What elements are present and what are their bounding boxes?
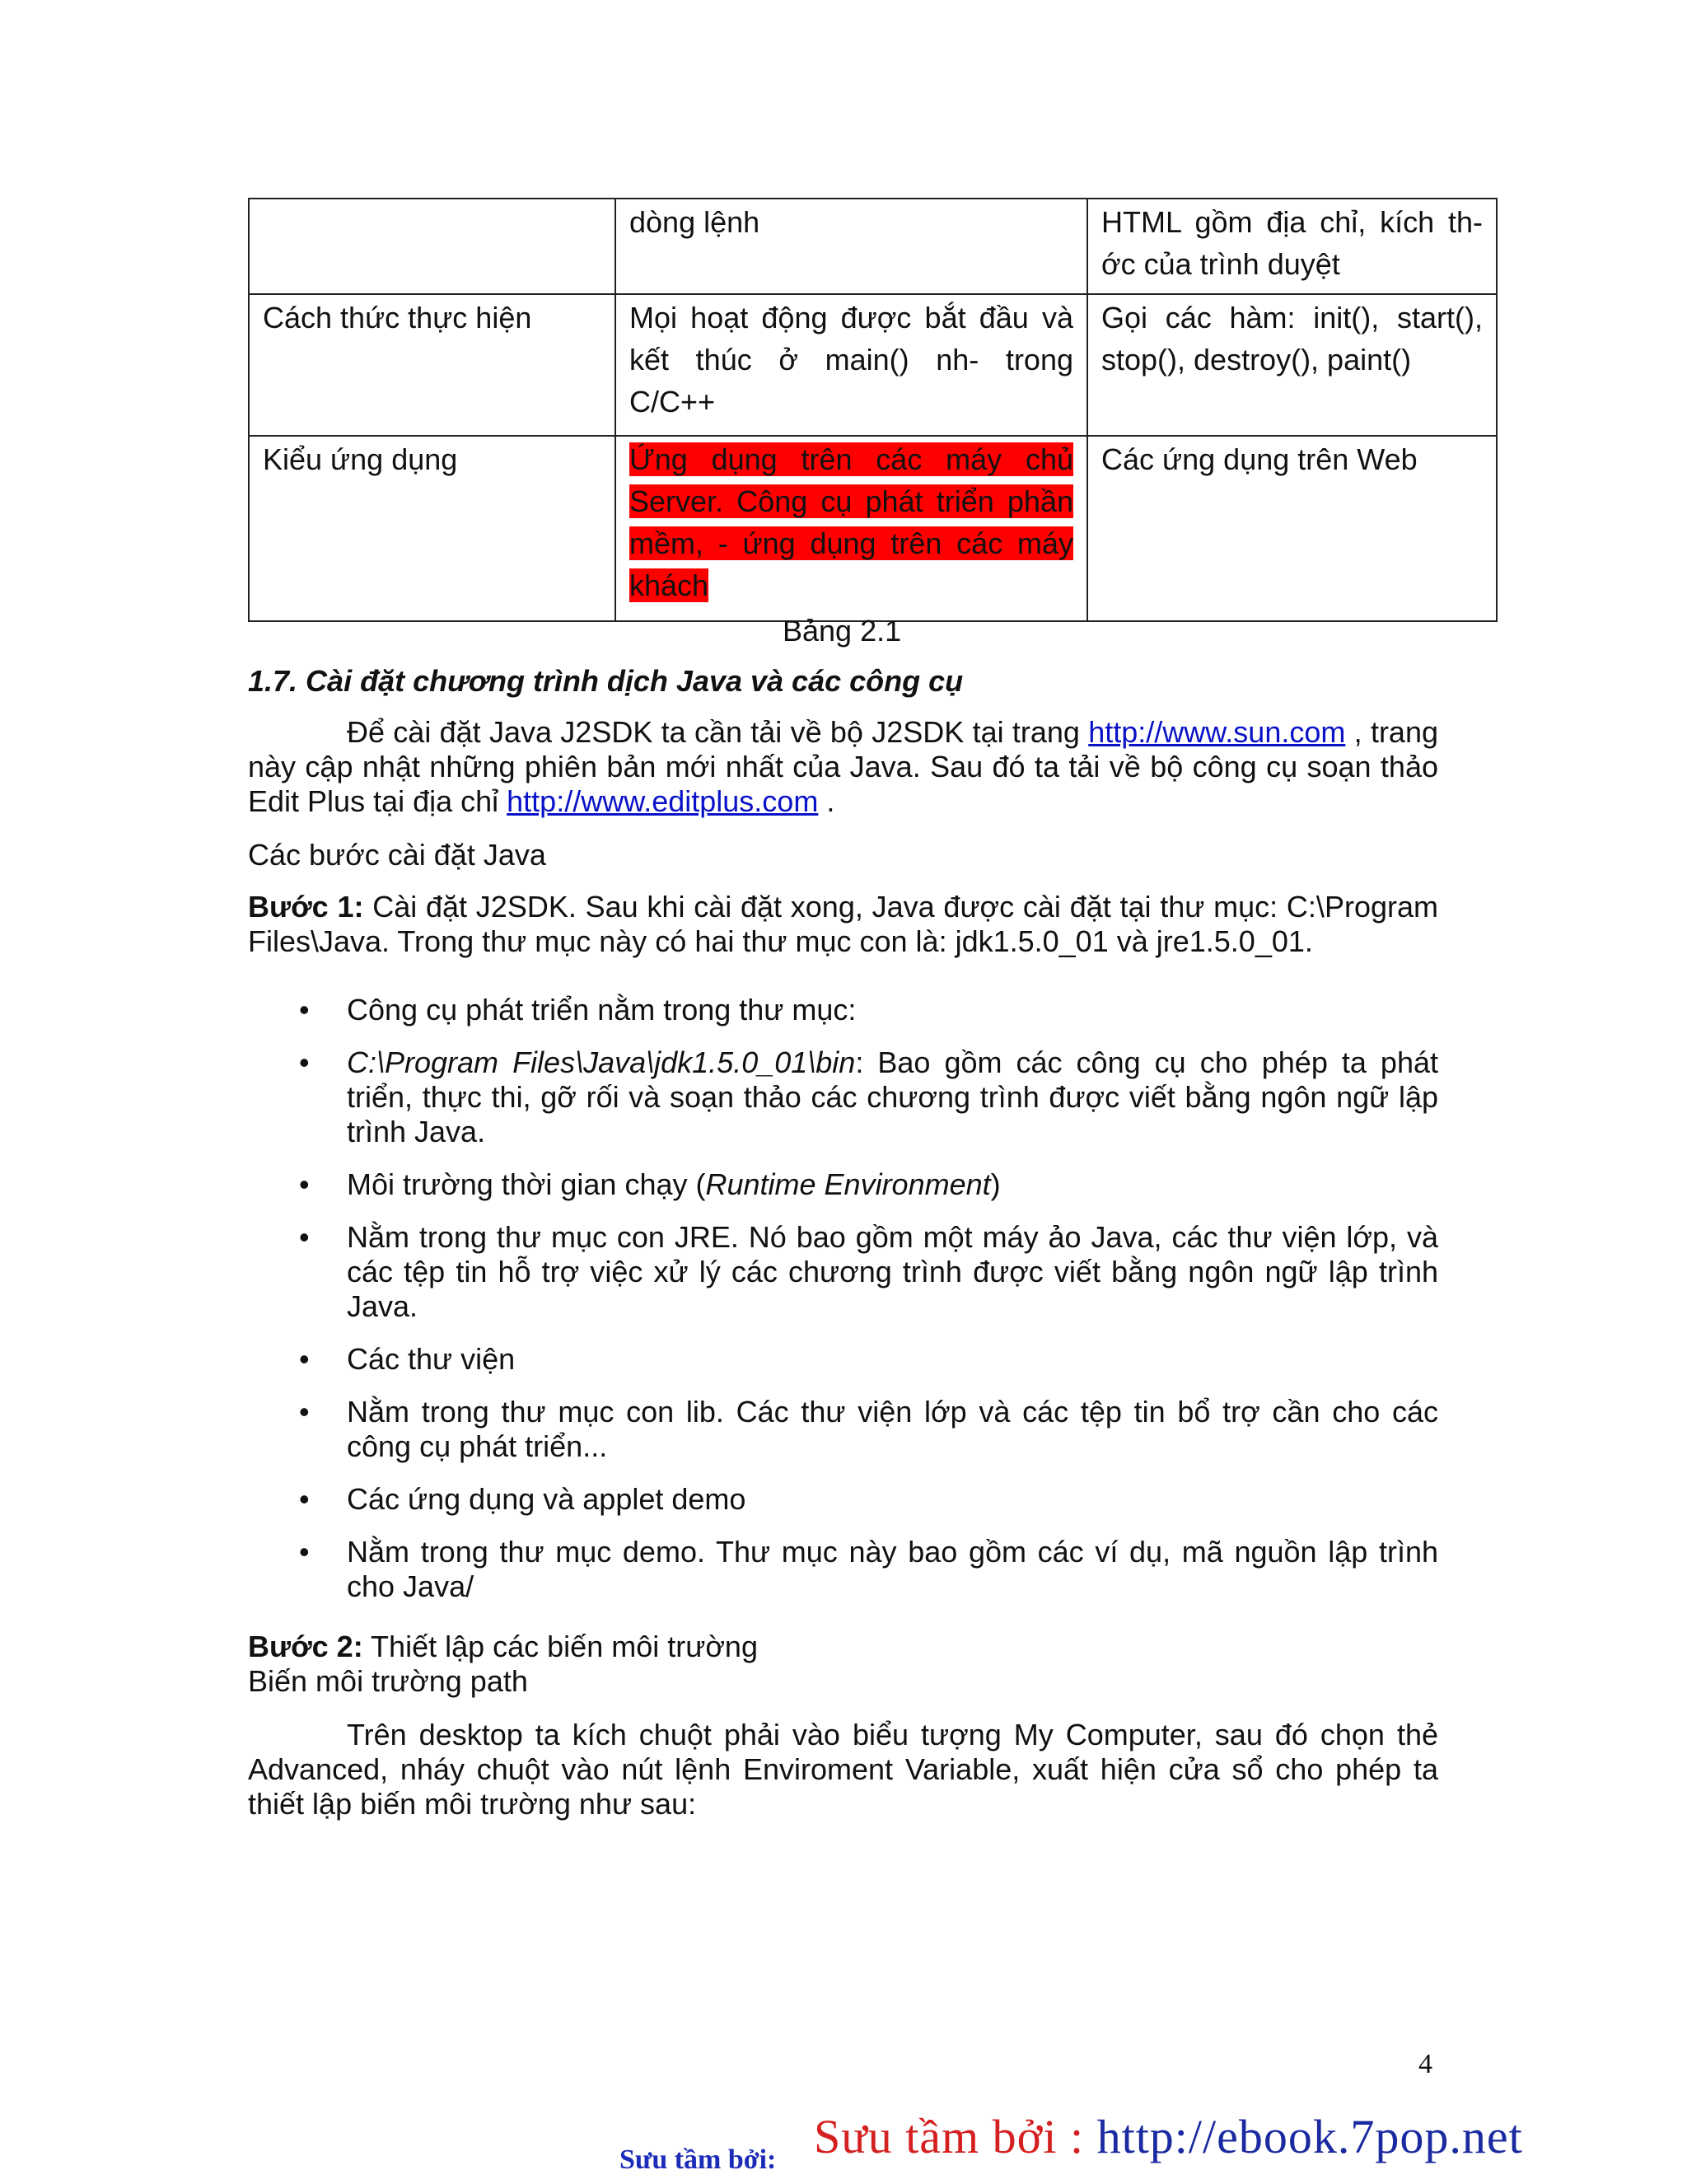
list-item-text: Các ứng dụng và applet demo: [347, 1482, 746, 1516]
step1-label: Bước 1:: [248, 890, 364, 924]
comparison-table: [248, 198, 1498, 622]
intro-text: , trang này cập nhật những phiên bản mới nhất của Java. Sau đó ta tải về bộ công cụ soạn thảo Edit Plus tại địa chỉ: [248, 715, 1438, 818]
bullet-icon: •: [299, 993, 310, 1027]
list-item: [248, 1535, 1438, 1604]
table-cell: Gọi các hàm: init(), start(), stop(), destroy(), paint(): [1087, 294, 1497, 436]
intro-text: Để cài đặt Java J2SDK ta cần tải về bộ J2SDK tại trang: [347, 715, 1089, 749]
step1-paragraph: [248, 890, 1438, 959]
intro-text: .: [818, 784, 835, 818]
editplus-link[interactable]: http://www.editplus.com: [507, 784, 819, 818]
table-cell: Cách thức thực hiện: [249, 294, 615, 436]
list-item-text: Nằm trong thư mục demo. Thư mục này bao gồm các ví dụ, mã nguồn lập trình cho Java/: [347, 1535, 1438, 1603]
highlighted-text: Ứng dụng trên các máy chủ Server. Công cụ phát triển phần mềm, - ứng dụng trên các máy khách: [629, 442, 1073, 602]
table-cell: Các ứng dụng trên Web: [1087, 436, 1497, 621]
table-cell: HTML gồm địa chỉ, kích th-ớc của trình duyệt: [1087, 199, 1497, 294]
table-cell: [615, 436, 1087, 621]
list-item: [248, 1395, 1438, 1464]
bullet-icon: •: [299, 1342, 310, 1376]
table-cell: Mọi hoạt động được bắt đầu và kết thúc ở main() nh- trong C/C++: [615, 294, 1087, 436]
list-item-text: Môi trường thời gian chạy (: [347, 1167, 706, 1201]
path-text: C:\Program Files\Java\jdk1.5.0_01\bin: [347, 1045, 856, 1079]
list-item-emphasis: Runtime Environment: [705, 1167, 991, 1201]
table-row: [249, 294, 1497, 436]
list-item-text: Công cụ phát triển nằm trong thư mục:: [347, 993, 857, 1027]
list-item: [248, 993, 1438, 1027]
list-item-text: Nằm trong thư mục con JRE. Nó bao gồm một máy ảo Java, các thư viện lớp, và các tệp tin hỗ trợ việc xử lý các chương trình được viết bằng ngôn ngữ lập trình Java.: [347, 1220, 1438, 1323]
watermark-url: http://ebook.7pop.net: [1096, 2110, 1523, 2163]
list-item: [248, 1482, 1438, 1517]
list-item-text: Các thư viện: [347, 1342, 516, 1376]
section-heading: 1.7. Cài đặt chương trình dịch Java và các công cụ: [248, 664, 964, 698]
bullet-icon: •: [299, 1167, 310, 1201]
step2-subtitle: Biến môi trường path: [248, 1664, 528, 1698]
sun-link[interactable]: http://www.sun.com: [1088, 715, 1346, 749]
table-cell: dòng lệnh: [615, 199, 1087, 294]
watermark-label: Sưu tầm bởi :: [814, 2110, 1097, 2163]
list-item-text: Nằm trong thư mục con lib. Các thư viện lớp và các tệp tin bổ trợ cần cho các công cụ phát triển...: [347, 1395, 1438, 1463]
list-item: [248, 1220, 1438, 1324]
bullet-icon: •: [299, 1220, 310, 1254]
steps-title: Các bước cài đặt Java: [248, 838, 546, 872]
table-caption: Bảng 2.1: [783, 614, 902, 648]
bullet-list: [248, 993, 1438, 1622]
table-row: [249, 199, 1497, 294]
table-cell: Kiểu ứng dụng: [249, 436, 615, 621]
watermark: [814, 2109, 1523, 2164]
bullet-icon: •: [299, 1395, 310, 1429]
table-cell: [249, 199, 615, 294]
bullet-icon: •: [299, 1045, 310, 1079]
list-item-text: : Bao gồm các công cụ cho phép ta phát triển, thực thi, gỡ rối và soạn thảo các chương trình được viết bằng ngôn ngữ lập trình Java.: [347, 1045, 1438, 1148]
step1-text: Cài đặt J2SDK. Sau khi cài đặt xong, Java được cài đặt tại thư mục: C:\Program Files\Java. Trong thư mục này có hai thư mục con là: jdk1.5.0_01 và jre1.5.0_01.: [248, 890, 1438, 958]
list-item: [248, 1045, 1438, 1149]
step2-label: Bước 2:: [248, 1630, 363, 1663]
list-item-text: ): [990, 1167, 1001, 1201]
page-number: 4: [1418, 2049, 1432, 2079]
intro-paragraph: [248, 715, 1438, 819]
list-item: [248, 1342, 1438, 1377]
table-row: [249, 436, 1497, 621]
step2-text: Thiết lập các biến môi trường: [362, 1630, 758, 1663]
bullet-icon: •: [299, 1482, 310, 1516]
final-paragraph: Trên desktop ta kích chuột phải vào biểu tượng My Computer, sau đó chọn thẻ Advanced, nháy chuột vào nút lệnh Enviroment Variable, xuất hiện cửa sổ cho phép ta thiết lập biến môi trường như sau:: [248, 1718, 1438, 1821]
collected-by-label: Sưu tầm bởi:: [619, 2144, 777, 2175]
step2-paragraph: [248, 1630, 1438, 1699]
bullet-icon: •: [299, 1535, 310, 1569]
list-item: [248, 1167, 1438, 1202]
